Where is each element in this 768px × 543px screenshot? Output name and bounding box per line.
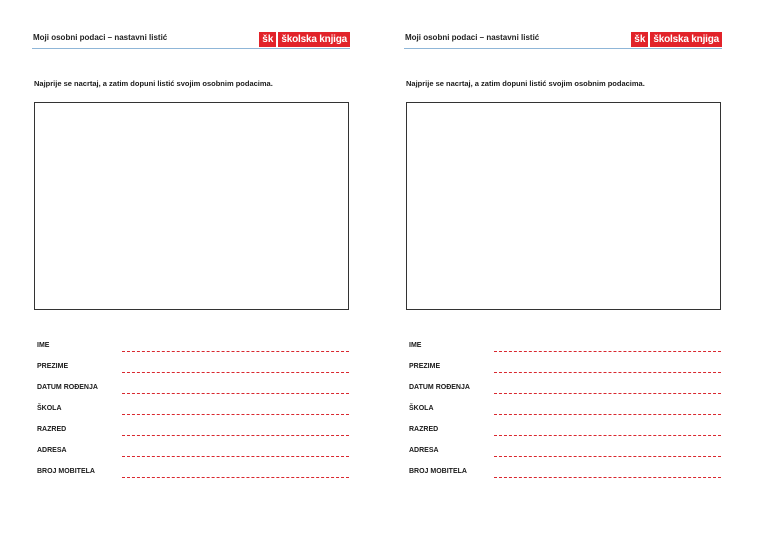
field-line-adresa[interactable]: [122, 456, 349, 457]
field-label-razred: RAZRED: [409, 426, 439, 433]
field-label-razred: RAZRED: [37, 426, 67, 433]
field-label-skola: ŠKOLA: [37, 405, 62, 412]
field-line-prezime[interactable]: [122, 372, 349, 373]
field-row-razred: [409, 421, 723, 442]
personal-data-fields: [409, 337, 723, 484]
header-divider: [32, 48, 350, 49]
field-row-ime: [37, 337, 351, 358]
personal-data-fields: [37, 337, 351, 484]
field-label-broj-mobitela: BROJ MOBITELA: [409, 468, 467, 475]
logo-text: školska knjiga: [278, 32, 350, 47]
field-label-datum-rodenja: DATUM ROĐENJA: [37, 384, 98, 391]
sheet-header: [32, 30, 350, 50]
field-label-prezime: PREZIME: [37, 363, 69, 370]
instruction-text: Najprije se nacrtaj, a zatim dopuni listić svojim osobnim podacima.: [34, 79, 273, 88]
field-label-broj-mobitela: BROJ MOBITELA: [37, 468, 95, 475]
worksheet-left: [32, 0, 352, 543]
logo-mark: šk: [259, 32, 276, 47]
logo-mark: šk: [631, 32, 648, 47]
field-row-broj-mobitela: [409, 463, 723, 484]
field-line-skola[interactable]: [122, 414, 349, 415]
drawing-box[interactable]: [406, 102, 721, 310]
field-row-adresa: [409, 442, 723, 463]
header-title: Moji osobni podaci – nastavni listić: [33, 33, 168, 42]
field-row-datum-rodenja: [409, 379, 723, 400]
field-row-adresa: [37, 442, 351, 463]
field-row-razred: [37, 421, 351, 442]
field-row-skola: [409, 400, 723, 421]
field-line-datum-rodenja[interactable]: [122, 393, 349, 394]
logo-text: školska knjiga: [650, 32, 722, 47]
skolska-knjiga-logo: [259, 32, 350, 47]
field-row-datum-rodenja: [37, 379, 351, 400]
field-label-skola: ŠKOLA: [409, 405, 434, 412]
field-label-datum-rodenja: DATUM ROĐENJA: [409, 384, 470, 391]
instruction-text: Najprije se nacrtaj, a zatim dopuni listić svojim osobnim podacima.: [406, 79, 645, 88]
field-label-adresa: ADRESA: [409, 447, 439, 454]
field-line-broj-mobitela[interactable]: [494, 477, 721, 478]
field-label-prezime: PREZIME: [409, 363, 441, 370]
sheet-header: [404, 30, 722, 50]
field-line-ime[interactable]: [122, 351, 349, 352]
field-row-prezime: [409, 358, 723, 379]
drawing-box[interactable]: [34, 102, 349, 310]
field-label-ime: IME: [409, 342, 422, 349]
field-line-razred[interactable]: [494, 435, 721, 436]
field-line-adresa[interactable]: [494, 456, 721, 457]
field-line-datum-rodenja[interactable]: [494, 393, 721, 394]
skolska-knjiga-logo: [631, 32, 722, 47]
field-row-ime: [409, 337, 723, 358]
header-divider: [404, 48, 722, 49]
field-line-razred[interactable]: [122, 435, 349, 436]
field-row-broj-mobitela: [37, 463, 351, 484]
field-line-ime[interactable]: [494, 351, 721, 352]
header-title: Moji osobni podaci – nastavni listić: [405, 33, 540, 42]
field-label-ime: IME: [37, 342, 50, 349]
worksheet-right: [404, 0, 724, 543]
field-label-adresa: ADRESA: [37, 447, 67, 454]
field-line-prezime[interactable]: [494, 372, 721, 373]
field-line-broj-mobitela[interactable]: [122, 477, 349, 478]
field-line-skola[interactable]: [494, 414, 721, 415]
field-row-skola: [37, 400, 351, 421]
field-row-prezime: [37, 358, 351, 379]
